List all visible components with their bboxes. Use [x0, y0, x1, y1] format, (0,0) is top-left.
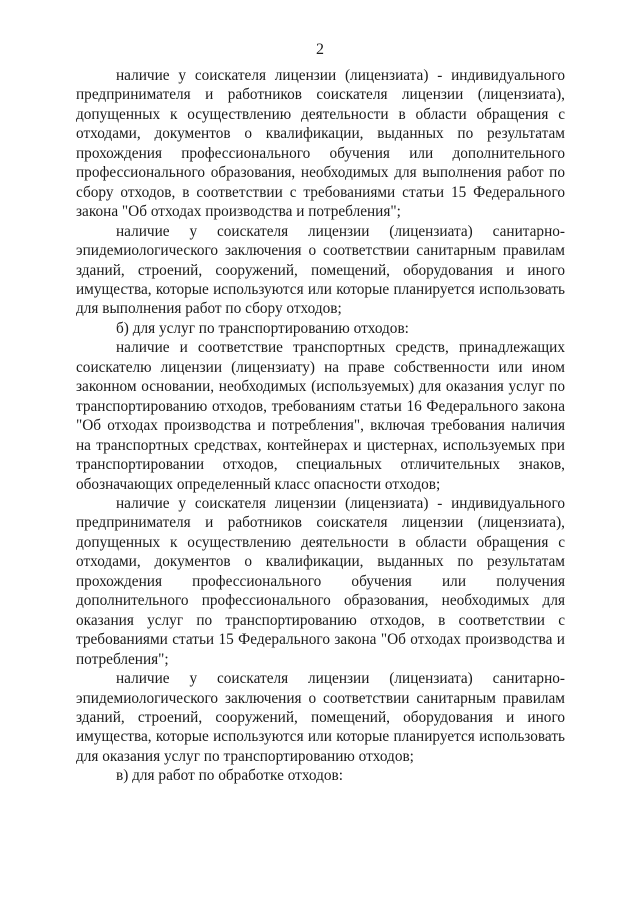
paragraph: наличие у соискателя лицензии (лицензиата) санитарно-эпидемиологического заключения о соответствии санитарным правилам зданий, строений, сооружений, помещений, оборудования и иного имущества, которые используются или которые планируется использовать для оказания услуг по транспортированию отходов;: [76, 670, 565, 765]
paragraph: наличие у соискателя лицензии (лицензиата) - индивидуального предпринимателя и работников соискателя лицензии (лицензиата), допущенных к осуществлению деятельности в области обращения с отходами, документов о квалификации, выданных по результатам прохождения профессионального обучения или получения дополнительного профессионального образования, необходимых для оказания услуг по транспортированию отходов, в соответствии с требованиями статьи 15 Федерального закона "Об отходах производства и потребления";: [76, 494, 565, 668]
paragraph: наличие у соискателя лицензии (лицензиата) санитарно-эпидемиологического заключения о соответствии санитарным правилам зданий, строений, сооружений, помещений, оборудования и иного имущества, которые используются или которые планируется использовать для выполнения работ по сбору отходов;: [76, 222, 565, 318]
paragraph: наличие и соответствие транспортных средств, принадлежащих соискателю лицензии (лицензиату) на праве собственности или ином законном основании, необходимых (используемых) для оказания услуг по транспортированию отходов, требованиям статьи 16 Федерального закона "Об отходах производства и потребления", включая требования наличия на транспортных средствах, контейнерах и цистернах, используемых при транспортировании отходов, специальных отличительных знаков, обозначающих определенный класс опасности отходов;: [76, 339, 565, 493]
paragraph: в) для работ по обработке отходов:: [116, 767, 344, 785]
paragraph: б) для услуг по транспортированию отходов:: [116, 319, 409, 337]
paragraph: наличие у соискателя лицензии (лицензиата) - индивидуального предпринимателя и работников соискателя лицензии (лицензиата), допущенных к осуществлению деятельности в области обращения с отходами, документов о квалификации, выданных по результатам прохождения профессионального обучения или дополнительного профессионального образования, необходимых для выполнения работ по сбору отходов, в соответствии с требованиями статьи 15 Федерального закона "Об отходах производства и потребления";: [76, 67, 565, 221]
document-body: [76, 66, 565, 786]
page-number: 2: [316, 41, 324, 58]
